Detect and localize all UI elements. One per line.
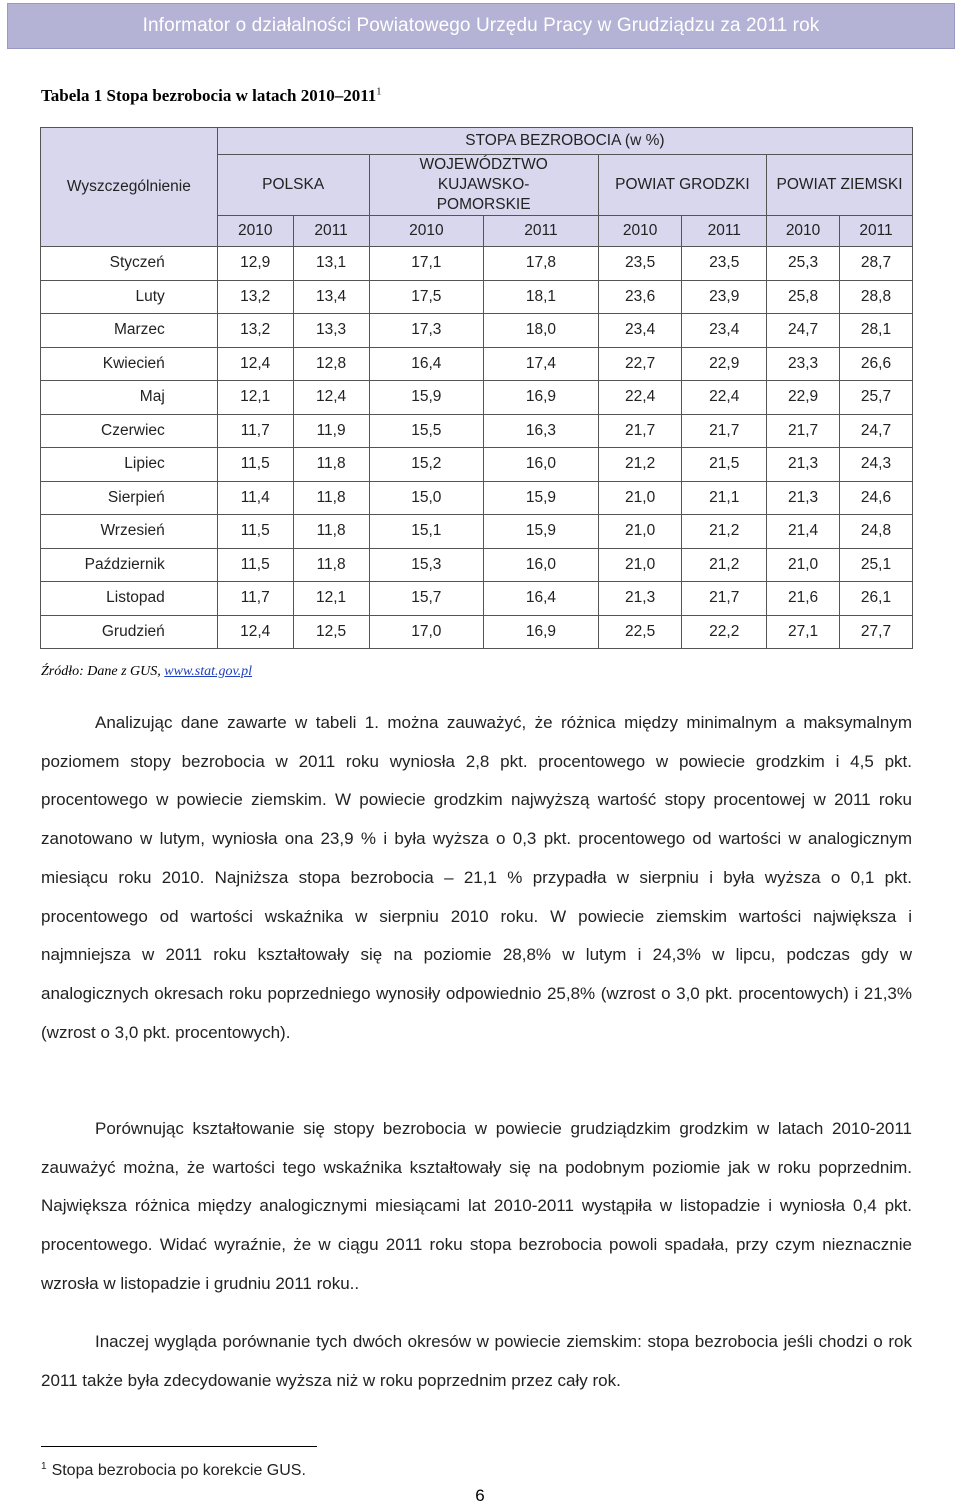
table-row — [41, 280, 913, 314]
header-group-cell: STOPA BEZROBOCIA (w %) — [217, 128, 912, 155]
table-cell: 25,3 — [767, 247, 840, 281]
table-cell: 12,5 — [293, 615, 369, 649]
table-cell: 11,5 — [217, 448, 293, 482]
table-cell: 15,5 — [369, 414, 484, 448]
year-header: 2011 — [682, 216, 767, 247]
table-cell: 22,7 — [598, 347, 682, 381]
table-cell: 18,1 — [484, 280, 599, 314]
table-cell: 16,9 — [484, 615, 599, 649]
paragraph-1-text: Analizując dane zawarte w tabeli 1. można zauważyć, że różnica między minimalnym a maksymalnym poziomem stopy bezrobocia w 2011 roku wyniosła 2,8 pkt. procentowego w powiecie grodzkim i 4,5 pkt. procentowego w powiecie ziemskim. W powiecie grodzkim najwyższą wartość stopy procentowej w 2011 roku zanotowano w lutym, wyniosła ona 23,9 % i była wyższa o 0,3 pkt. procentowego od wartości w analogicznym miesiącu roku 2010. Najniższa stopa bezrobocia – 21,1 % przypadła w sierpniu i była wyższa o 0,1 pkt. procentowego od wartości wskaźnika w sierpniu 2010 roku. W powiecie ziemskim wartości największa i najmniejsza w 2011 roku kształtowały się na poziomie 28,8% w lutym i 24,3% w lipcu, podczas gdy w analogicznych okresach roku poprzedniego wynosiły odpowiednio 25,8% (wzrost o 3,0 pkt. procentowych) i 21,3% (wzrost o 3,0 pkt. procentowych). — [41, 713, 912, 1042]
row-label: Lipiec — [41, 448, 218, 482]
table-cell: 23,5 — [682, 247, 767, 281]
table-cell: 12,1 — [293, 582, 369, 616]
unemployment-rate-table — [40, 127, 913, 649]
page-header — [7, 3, 955, 49]
table-cell: 24,8 — [840, 515, 913, 549]
table-row — [41, 582, 913, 616]
table-cell: 16,4 — [484, 582, 599, 616]
table-body — [41, 247, 913, 649]
table-cell: 17,1 — [369, 247, 484, 281]
table-cell: 22,9 — [682, 347, 767, 381]
table-cell: 11,7 — [217, 414, 293, 448]
table-source — [41, 664, 252, 680]
row-label: Sierpień — [41, 481, 218, 515]
table-cell: 12,9 — [217, 247, 293, 281]
table-cell: 28,7 — [840, 247, 913, 281]
footnote-text: Stopa bezrobocia po korekcie GUS. — [51, 1462, 306, 1479]
table-cell: 21,6 — [767, 582, 840, 616]
region-header: POWIAT ZIEMSKI — [767, 155, 913, 216]
table-cell: 15,1 — [369, 515, 484, 549]
table-cell: 11,8 — [293, 548, 369, 582]
table-cell: 22,4 — [598, 381, 682, 415]
table-cell: 21,1 — [682, 481, 767, 515]
year-header: 2010 — [767, 216, 840, 247]
year-header: 2010 — [217, 216, 293, 247]
table-cell: 17,4 — [484, 347, 599, 381]
row-label: Grudzień — [41, 615, 218, 649]
table-cell: 21,3 — [767, 448, 840, 482]
paragraph-1 — [41, 704, 912, 1052]
table-cell: 11,8 — [293, 515, 369, 549]
row-label: Listopad — [41, 582, 218, 616]
table-cell: 11,8 — [293, 481, 369, 515]
table-row — [41, 448, 913, 482]
table-cell: 23,6 — [598, 280, 682, 314]
table-cell: 21,0 — [598, 515, 682, 549]
table-cell: 11,8 — [293, 448, 369, 482]
region-header: POLSKA — [217, 155, 369, 216]
table-cell: 25,1 — [840, 548, 913, 582]
table-cell: 26,1 — [840, 582, 913, 616]
header-title: Informator o działalności Powiatowego Urzędu Pracy w Grudziądzu za 2011 rok — [142, 15, 820, 36]
table-cell: 21,2 — [598, 448, 682, 482]
table-cell: 24,3 — [840, 448, 913, 482]
table-cell: 21,7 — [767, 414, 840, 448]
table-cell: 12,8 — [293, 347, 369, 381]
table-title — [41, 86, 381, 106]
table-cell: 12,4 — [293, 381, 369, 415]
table-cell: 28,1 — [840, 314, 913, 348]
table-cell: 21,3 — [598, 582, 682, 616]
table-cell: 17,0 — [369, 615, 484, 649]
paragraph-2 — [41, 1110, 912, 1304]
table-cell: 16,3 — [484, 414, 599, 448]
table-cell: 23,4 — [598, 314, 682, 348]
year-header: 2011 — [840, 216, 913, 247]
table-cell: 25,7 — [840, 381, 913, 415]
table-cell: 23,4 — [682, 314, 767, 348]
table-cell: 24,7 — [767, 314, 840, 348]
source-prefix: Źródło: Dane z GUS, — [41, 664, 165, 679]
table-cell: 28,8 — [840, 280, 913, 314]
row-label: Październik — [41, 548, 218, 582]
table-cell: 21,7 — [598, 414, 682, 448]
table-cell: 21,5 — [682, 448, 767, 482]
table-cell: 13,4 — [293, 280, 369, 314]
table-cell: 15,3 — [369, 548, 484, 582]
table-cell: 26,6 — [840, 347, 913, 381]
region-header: POWIAT GRODZKI — [598, 155, 766, 216]
paragraph-3-text: Inaczej wygląda porównanie tych dwóch okresów w powiecie ziemskim: stopa bezrobocia jeśli chodzi o rok 2011 także była zdecydowanie wyższa niż w roku poprzednim przez cały rok. — [41, 1332, 912, 1390]
table-cell: 18,0 — [484, 314, 599, 348]
row-label: Marzec — [41, 314, 218, 348]
table-cell: 16,4 — [369, 347, 484, 381]
table-cell: 15,9 — [369, 381, 484, 415]
footnote-rule — [41, 1446, 317, 1447]
row-label: Kwiecień — [41, 347, 218, 381]
table-cell: 21,3 — [767, 481, 840, 515]
table-cell: 21,7 — [682, 414, 767, 448]
table-cell: 21,2 — [682, 515, 767, 549]
page-number: 6 — [475, 1486, 485, 1505]
table-row — [41, 515, 913, 549]
table-row — [41, 414, 913, 448]
footnote — [41, 1461, 306, 1480]
table-cell: 16,0 — [484, 448, 599, 482]
row-label: Styczeń — [41, 247, 218, 281]
table-cell: 27,7 — [840, 615, 913, 649]
table-cell: 11,5 — [217, 515, 293, 549]
table-row — [41, 615, 913, 649]
table-cell: 11,9 — [293, 414, 369, 448]
year-header: 2011 — [484, 216, 599, 247]
table-cell: 11,7 — [217, 582, 293, 616]
year-header: 2010 — [369, 216, 484, 247]
footnote-mark: 1 — [41, 1461, 47, 1472]
table-cell: 21,0 — [598, 548, 682, 582]
table-cell: 22,4 — [682, 381, 767, 415]
table-cell: 21,0 — [767, 548, 840, 582]
table-cell: 21,2 — [682, 548, 767, 582]
table-cell: 13,2 — [217, 314, 293, 348]
row-label: Maj — [41, 381, 218, 415]
table-cell: 12,4 — [217, 615, 293, 649]
row-label: Wrzesień — [41, 515, 218, 549]
table-cell: 22,9 — [767, 381, 840, 415]
table-cell: 23,3 — [767, 347, 840, 381]
region-header: WOJEWÓDZTWO KUJAWSKO-POMORSKIE — [369, 155, 598, 216]
table-row — [41, 381, 913, 415]
row-label: Czerwiec — [41, 414, 218, 448]
table-cell: 15,9 — [484, 481, 599, 515]
header-label-cell: Wyszczególnienie — [41, 128, 218, 247]
table-cell: 15,9 — [484, 515, 599, 549]
year-header: 2010 — [598, 216, 682, 247]
table-cell: 22,2 — [682, 615, 767, 649]
table-cell: 16,9 — [484, 381, 599, 415]
table-cell: 16,0 — [484, 548, 599, 582]
table-cell: 17,5 — [369, 280, 484, 314]
table-row — [41, 548, 913, 582]
table-cell: 25,8 — [767, 280, 840, 314]
table-cell: 15,0 — [369, 481, 484, 515]
table-row — [41, 314, 913, 348]
table-title-text: Tabela 1 Stopa bezrobocia w latach 2010–2011 — [41, 86, 377, 105]
table-row — [41, 347, 913, 381]
table-cell: 13,2 — [217, 280, 293, 314]
table-cell: 24,7 — [840, 414, 913, 448]
table-cell: 17,8 — [484, 247, 599, 281]
table-row — [41, 481, 913, 515]
table-cell: 21,7 — [682, 582, 767, 616]
table-cell: 13,3 — [293, 314, 369, 348]
row-label: Luty — [41, 280, 218, 314]
table-cell: 12,1 — [217, 381, 293, 415]
table-cell: 17,3 — [369, 314, 484, 348]
table-cell: 22,5 — [598, 615, 682, 649]
table-cell: 23,9 — [682, 280, 767, 314]
table-cell: 23,5 — [598, 247, 682, 281]
table-cell: 21,4 — [767, 515, 840, 549]
paragraph-3 — [41, 1323, 912, 1400]
table-cell: 11,5 — [217, 548, 293, 582]
table-cell: 12,4 — [217, 347, 293, 381]
table-row — [41, 247, 913, 281]
table-cell: 15,2 — [369, 448, 484, 482]
paragraph-2-text: Porównując kształtowanie się stopy bezrobocia w powiecie grudziądzkim grodzkim w latach 2010-2011 zauważyć można, że wartości tego wskaźnika kształtowały się na podobnym poziomie jak w roku poprzednim. Największa różnica między analogicznymi miesiącami lat 2010-2011 wystąpiła w listopadzie i wyniosła 0,4 pkt. procentowego. Widać wyraźnie, że w ciągu 2011 roku stopa bezrobocia powoli spadała, przy czym nieznacznie wzrosła w listopadzie i grudniu 2011 roku.. — [41, 1119, 912, 1293]
table-cell: 11,4 — [217, 481, 293, 515]
table-cell: 13,1 — [293, 247, 369, 281]
table-cell: 21,0 — [598, 481, 682, 515]
table-cell: 27,1 — [767, 615, 840, 649]
year-header: 2011 — [293, 216, 369, 247]
table-cell: 15,7 — [369, 582, 484, 616]
source-link[interactable]: www.stat.gov.pl — [164, 664, 253, 679]
table-cell: 24,6 — [840, 481, 913, 515]
table-title-footnote-mark: 1 — [376, 86, 382, 98]
